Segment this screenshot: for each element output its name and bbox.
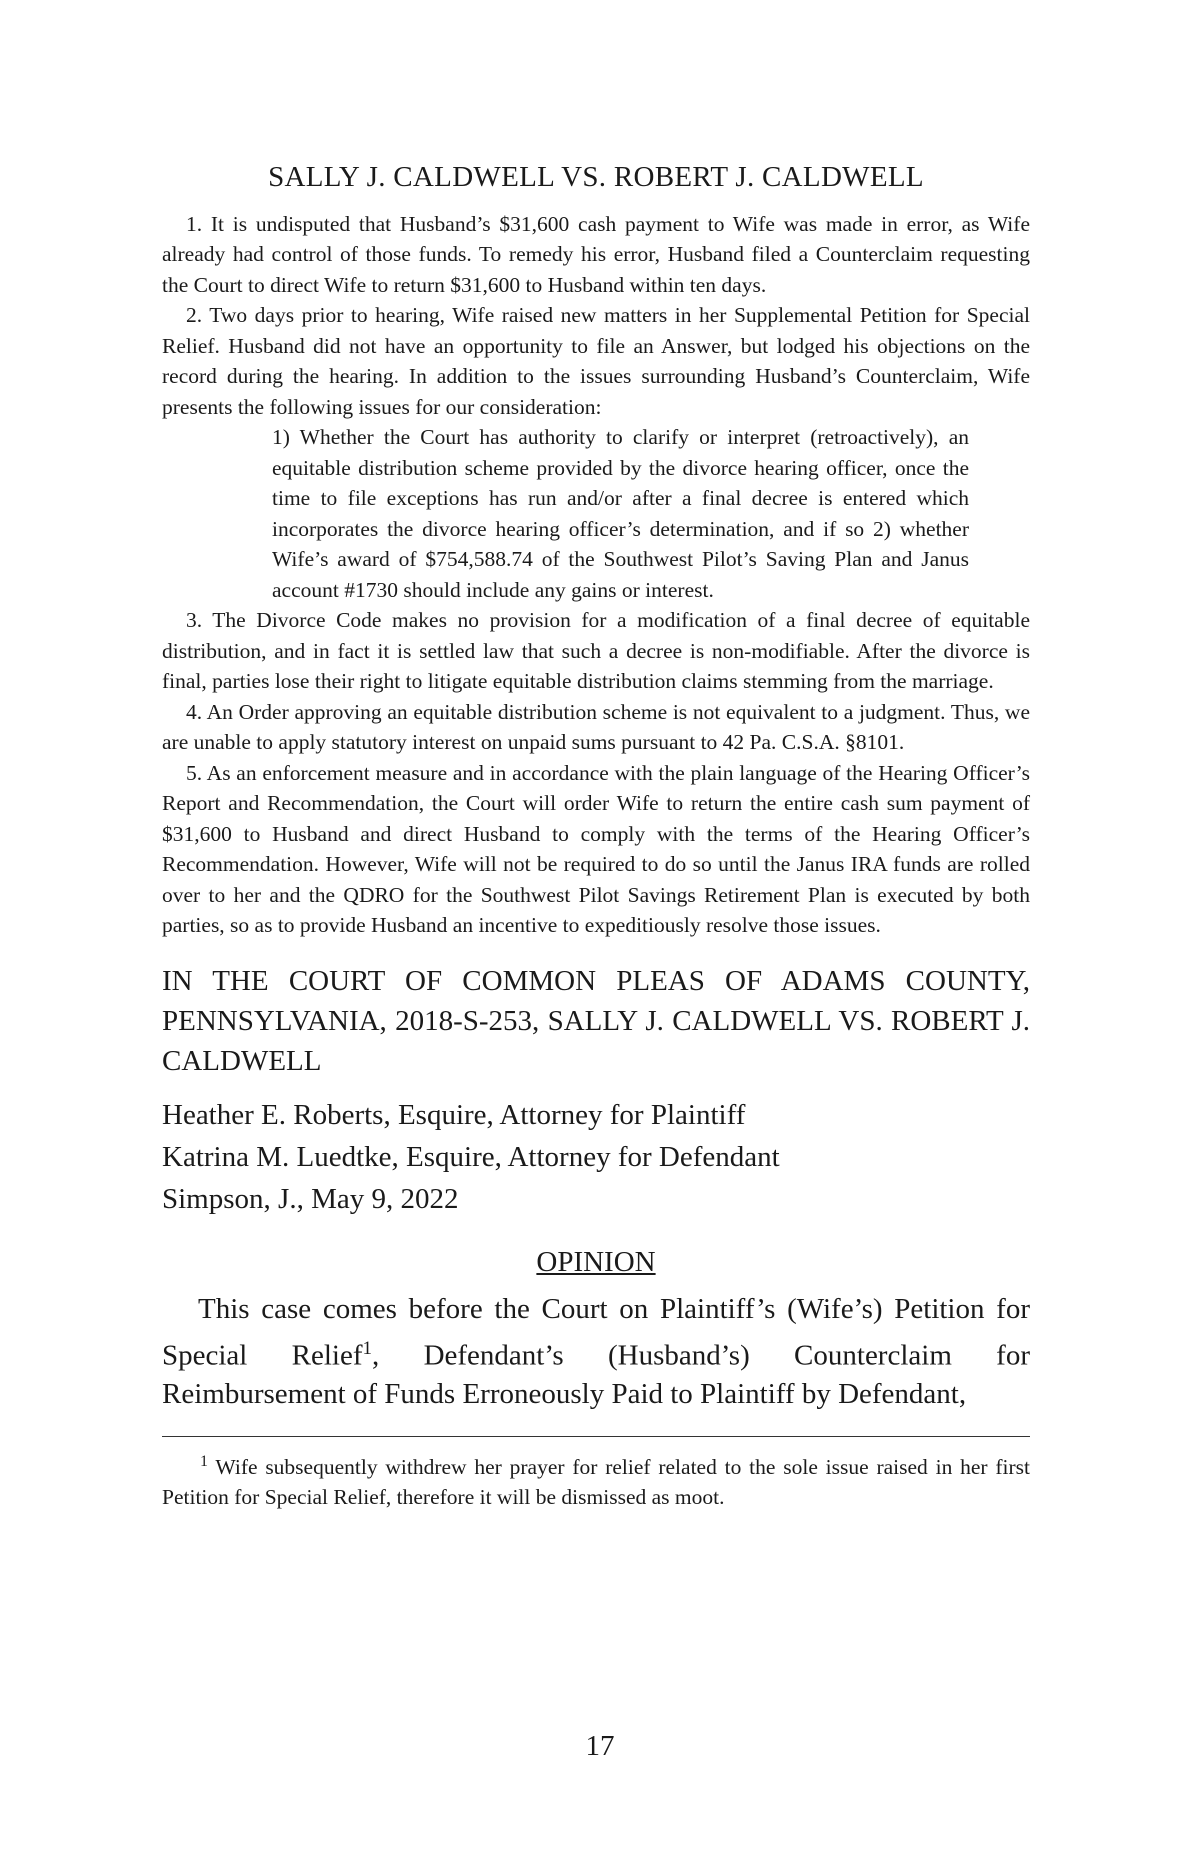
- headnotes: [162, 209, 1030, 941]
- opinion-heading: OPINION: [536, 1245, 656, 1278]
- footnote-marker: 1: [200, 1453, 208, 1471]
- plaintiff-attorney: Heather E. Roberts, Esquire, Attorney for Plaintiff: [162, 1098, 746, 1131]
- defendant-attorney: Katrina M. Luedtke, Esquire, Attorney for Defendant: [162, 1140, 780, 1173]
- text-column: [162, 160, 1030, 1512]
- headnote-3: 3. The Divorce Code makes no provision for a modification of a final decree of equitable distribution, and in fact it is settled law that such a decree is non-modifiable. After the divorce is final, parties lose their right to litigate equitable distribution claims stemming from the marriage.: [162, 608, 1030, 694]
- judge-and-date: Simpson, J., May 9, 2022: [162, 1182, 459, 1215]
- opinion-text-start: This case comes before the Court on Plaintiff’s (Wife’s) Petition for Special Relief: [162, 1292, 1030, 1372]
- footnote-divider: [162, 1436, 1030, 1437]
- footnote-1: [162, 1447, 1030, 1512]
- counsel-block: [162, 1095, 1030, 1219]
- issues-block-quote: 1) Whether the Court has authority to clarify or interpret (retroactively), an equitable distribution scheme provided by the divorce hearing officer, once the time to file exceptions has run and/or after a final decree is entered which incorporates the divorce hearing officer’s determination, and if so 2) whether Wife’s award of $754,588.74 of the Southwest Pilot’s Saving Plan and Janus account #1730 should include any gains or interest.: [272, 425, 969, 602]
- headnote-1: 1. It is undisputed that Husband’s $31,600 cash payment to Wife was made in error, as Wife already had control of those funds. To remedy his error, Husband filed a Counterclaim requesting the Court to direct Wife to return $31,600 to Husband within ten days.: [162, 211, 1030, 297]
- case-caption: IN THE COURT OF COMMON PLEAS OF ADAMS COUNTY, PENNSYLVANIA, 2018-S-253, SALLY J. CALDWELL VS. ROBERT J. CALDWELL: [162, 964, 1030, 1077]
- running-head: SALLY J. CALDWELL VS. ROBERT J. CALDWELL: [268, 161, 924, 193]
- footnote-reference[interactable]: 1: [362, 1337, 373, 1359]
- headnote-5: 5. As an enforcement measure and in accordance with the plain language of the Hearing Officer’s Report and Recommendation, the Court will order Wife to return the entire cash sum payment of $31,600 to Husband and direct Husband to comply with the terms of the Hearing Officer’s Recommendation. However, Wife will not be required to do so until the Janus IRA funds are rolled over to her and the QDRO for the Southwest Pilot Savings Retirement Plan is executed by both parties, so as to provide Husband an incentive to expeditiously resolve those issues.: [162, 760, 1030, 938]
- headnote-2: 2. Two days prior to hearing, Wife raised new matters in her Supplemental Petition for Special Relief. Husband did not have an opportunity to file an Answer, but lodged his objections on the record during the hearing. In addition to the issues surrounding Husband’s Counterclaim, Wife presents the following issues for our consideration:: [162, 303, 1030, 419]
- opinion-paragraph: [162, 1290, 1030, 1415]
- opinion-text-continued: , Defendant’s (Husband’s) Counterclaim for Reimbursement of Funds Erroneously Paid to Plaintiff by Defendant,: [162, 1339, 1030, 1411]
- footnote-text: Wife subsequently withdrew her prayer for relief related to the sole issue raised in her first Petition for Special Relief, therefore it will be dismissed as moot.: [162, 1455, 1030, 1510]
- headnote-4: 4. An Order approving an equitable distribution scheme is not equivalent to a judgment. Thus, we are unable to apply statutory interest on unpaid sums pursuant to 42 Pa. C.S.A. §8101.: [162, 699, 1030, 755]
- page-number: 17: [585, 1730, 615, 1762]
